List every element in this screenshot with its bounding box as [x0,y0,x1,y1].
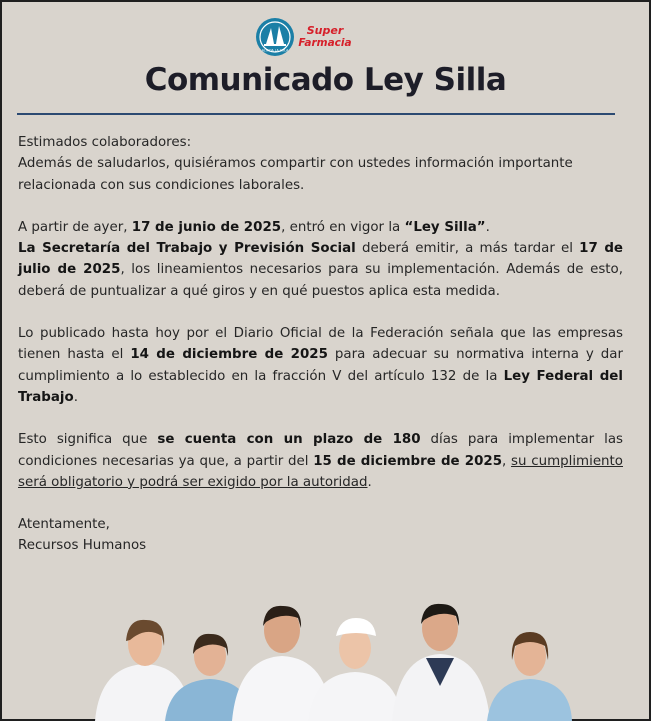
staff-person [392,604,490,721]
page-title: Comunicado Ley Silla [144,62,507,98]
svg-text:Farmacia: Farmacia [298,37,352,49]
underlined-obligation: su cumplimiento será obligatorio y podrá ser exigido por la autoridad [18,453,623,490]
super-farmacia-logo [255,14,355,60]
dof-paragraph [18,323,623,408]
svg-text:Super: Super [306,24,344,37]
text: . [485,219,490,235]
deadline-paragraph [18,429,623,493]
law-name: “Ley Silla” [404,219,486,235]
title-divider [17,113,615,115]
signature: Recursos Humanos [18,538,147,554]
svg-text:ALTADA LA SOLA: ALTADA LA SOLA [261,48,289,53]
text: , los lineamientos necesarios para su implementación. Además de esto, deberá de puntualizar a qué giros y en qué puestos aplica esta medida. [18,262,623,299]
staff-person [487,632,572,721]
secretaria-name: La Secretaría del Trabajo y Previsión Social [18,241,356,257]
text: , entró en vigor la [281,219,405,235]
date-emphasis: 17 de junio de 2025 [131,219,282,235]
staff-person [308,618,402,721]
text: A partir de ayer, [18,219,132,235]
text: . [73,389,78,405]
deadline-emphasis: se cuenta con un plazo de 180 [157,432,421,448]
law-name: Ley Federal del Trabajo [18,368,623,405]
text: Esto significa que [18,432,158,448]
text: días para implementar las condiciones necesarias ya que, a partir del [18,432,624,469]
staff-photo [0,596,651,721]
law-paragraph [18,217,623,302]
intro-text: Además de saludarlos, quisiéramos compartir con ustedes información importante relacionada con sus condiciones laborales. [18,156,573,193]
letter-body [18,132,623,578]
date-emphasis: 17 de julio de 2025 [18,241,624,278]
text: . [367,474,372,490]
text: para adecuar su normativa interna y dar cumplimiento a lo establecido en la fracción V del artículo 132 de la [18,347,623,384]
signature-block [18,514,623,557]
text: Lo publicado hasta hoy por el Diario Oficial de la Federación señala que las empresas tienen hasta el [18,326,623,363]
date-emphasis: 15 de diciembre de 2025 [313,453,503,469]
closing: Atentamente, [18,517,110,533]
greeting: Estimados colaboradores: [18,135,192,150]
text: deberá emitir, a más tardar el [355,241,580,257]
date-emphasis: 14 de diciembre de 2025 [130,347,328,363]
intro-paragraph [18,132,623,196]
text: , [502,453,512,469]
